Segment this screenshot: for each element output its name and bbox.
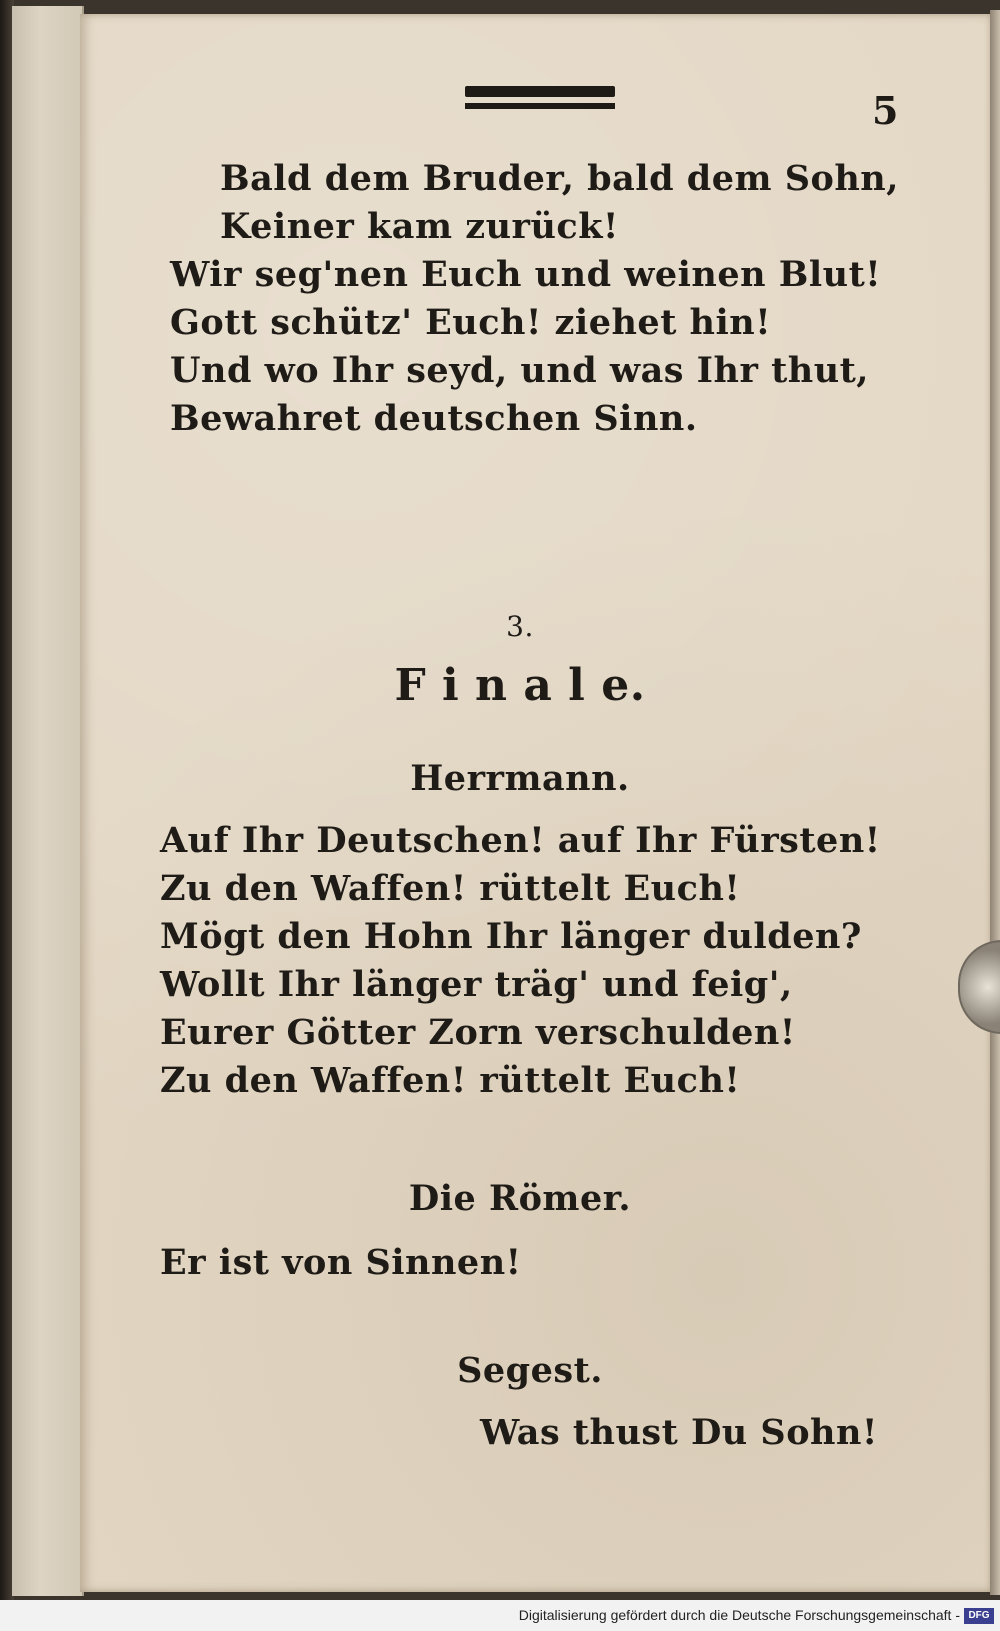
verse-line: Bald dem Bruder, bald dem Sohn, (220, 158, 899, 199)
section-number: 3. (506, 610, 534, 643)
verse-line: Mögt den Hohn Ihr länger dulden? (160, 916, 862, 957)
verse-line: Zu den Waffen! rüttelt Euch! (160, 1060, 741, 1101)
verse-line: Bewahret deutschen Sinn. (170, 398, 698, 439)
verse-line: Was thust Du Sohn! (480, 1412, 878, 1453)
inner-cover-board (12, 6, 84, 1596)
section-title: F i n a l e. (394, 660, 646, 711)
page-number: 5 (872, 88, 899, 133)
footer-bar (0, 1600, 1000, 1631)
funding-note: Digitalisierung gefördert durch die Deutsche Forschungsgemeinschaft - (518, 1607, 960, 1623)
speaker-name: Die Römer. (408, 1178, 632, 1219)
verse-line: Er ist von Sinnen! (160, 1242, 522, 1283)
verse-line: Wollt Ihr länger träg' und feig', (160, 964, 793, 1005)
page-edge (990, 10, 1000, 1595)
decorative-rule (465, 86, 615, 114)
verse-line: Gott schütz' Euch! ziehet hin! (170, 302, 772, 343)
verse-line: Wir seg'nen Euch und weinen Blut! (170, 254, 882, 295)
speaker-name: Herrmann. (410, 758, 630, 799)
verse-line: Keiner kam zurück! (220, 206, 619, 247)
verse-line: Auf Ihr Deutschen! auf Ihr Fürsten! (160, 820, 881, 861)
dfg-logo: DFG (964, 1608, 994, 1624)
verse-line: Und wo Ihr seyd, und was Ihr thut, (170, 350, 869, 391)
verse-line: Zu den Waffen! rüttelt Euch! (160, 868, 741, 909)
verse-line: Eurer Götter Zorn verschulden! (160, 1012, 796, 1053)
speaker-name: Segest. (457, 1350, 603, 1391)
